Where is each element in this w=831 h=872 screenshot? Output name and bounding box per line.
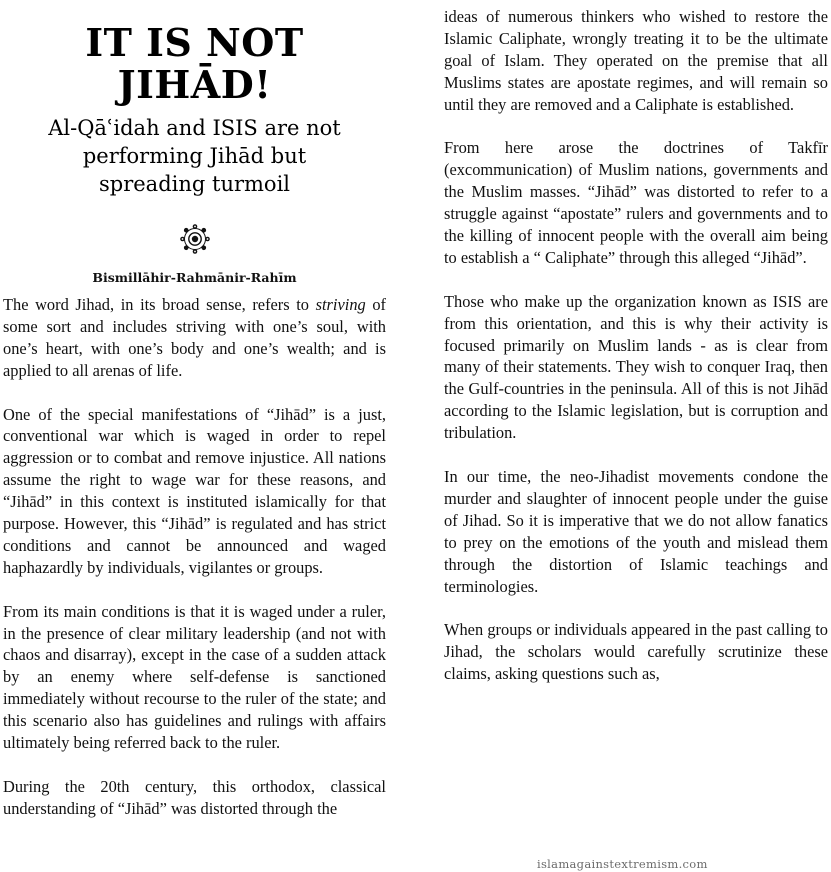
left-paragraph-2: One of the special manifestations of “Jihād” is a just, conventional war which is waged in order to repel aggression or to combat and remove injustice. All nations assume the right to wage war for these reasons, and “Jihād” in this context is instituted islamically for that purpose. However, this “Jihād” is regulated and has strict conditions and cannot be announced and waged haphazardly by individuals, vigilantes or groups. [3, 404, 386, 577]
right-column [444, 0, 828, 707]
left-paragraph-3: From its main conditions is that it is waged under a ruler, in the presence of clear military leadership (and not with chaos and disarray), except in the case of a sudden attack by an enemy where self-defense is sanctioned immediately without recourse to the ruler of the state; and this scenario also has guidelines and rulings with affairs ultimately being referred back to the ruler. [3, 601, 386, 753]
right-paragraph-3: Those who make up the organization known as ISIS are from this orientation, and this is why their activity is focused primarily on Muslim lands - as is clear from many of their statements. They wish to conquer Iraq, then the Gulf-countries in the peninsula. All of this is not Jihād according to the Islamic legislation, but is corruption and tribulation. [444, 291, 828, 443]
subtitle-line-3: spreading turmoil [99, 172, 290, 196]
right-paragraph-2: From here arose the doctrines of Takfīr (excommunication) of Muslim nations, governments and the Muslim masses. “Jihād” was distorted to refer to a struggle against “apostate” rulers and governments and to the killing of innocent people with the overall aim being to establish a “ Caliphate” through this alleged “Jihād”. [444, 138, 828, 267]
right-paragraph-5: When groups or individuals appeared in the past calling to Jihad, the scholars would carefully scrutinize these claims, asking questions such as, [444, 620, 828, 684]
left-column [3, 0, 386, 842]
subtitle-line-1: Al-Qāʿidah and ISIS are not [48, 116, 341, 140]
left-paragraph-4: During the 20th century, this orthodox, classical understanding of “Jihād” was distorted through the [3, 776, 386, 818]
bismillah-line: Bismillāhir-Rahmānir-Rahīm [92, 270, 297, 285]
page-title: IT IS NOT JIHĀD! [85, 20, 304, 107]
right-paragraph-4: In our time, the neo-Jihadist movements condone the murder and slaughter of innocent people under the guise of Jihad. So it is imperative that we do not allow fanatics to prey on the emotions of the youth and mislead them through the distortion of Islamic teachings and terminologies. [444, 466, 828, 596]
left-paragraph-1: The word Jihad, in its broad sense, refers to striving of some sort and includes striving with one’s soul, with one’s heart, with one’s body and one’s wealth; and is applied to all arenas of life. [3, 295, 386, 380]
subtitle-line-2: performing Jihād but [82, 144, 307, 168]
floral-medallion-icon [178, 222, 212, 256]
right-paragraph-1: ideas of numerous thinkers who wished to restore the Islamic Caliphate, wrongly treating it to be the ultimate goal of Islam. They operated on the premise that all Muslims states are apostate regimes, and will remain so until they are removed and a Caliphate is established. [444, 7, 828, 114]
italic-striving: striving [315, 295, 366, 314]
footer-site-url: islamagainstextremism.com [537, 857, 708, 871]
page-subtitle [3, 114, 386, 198]
